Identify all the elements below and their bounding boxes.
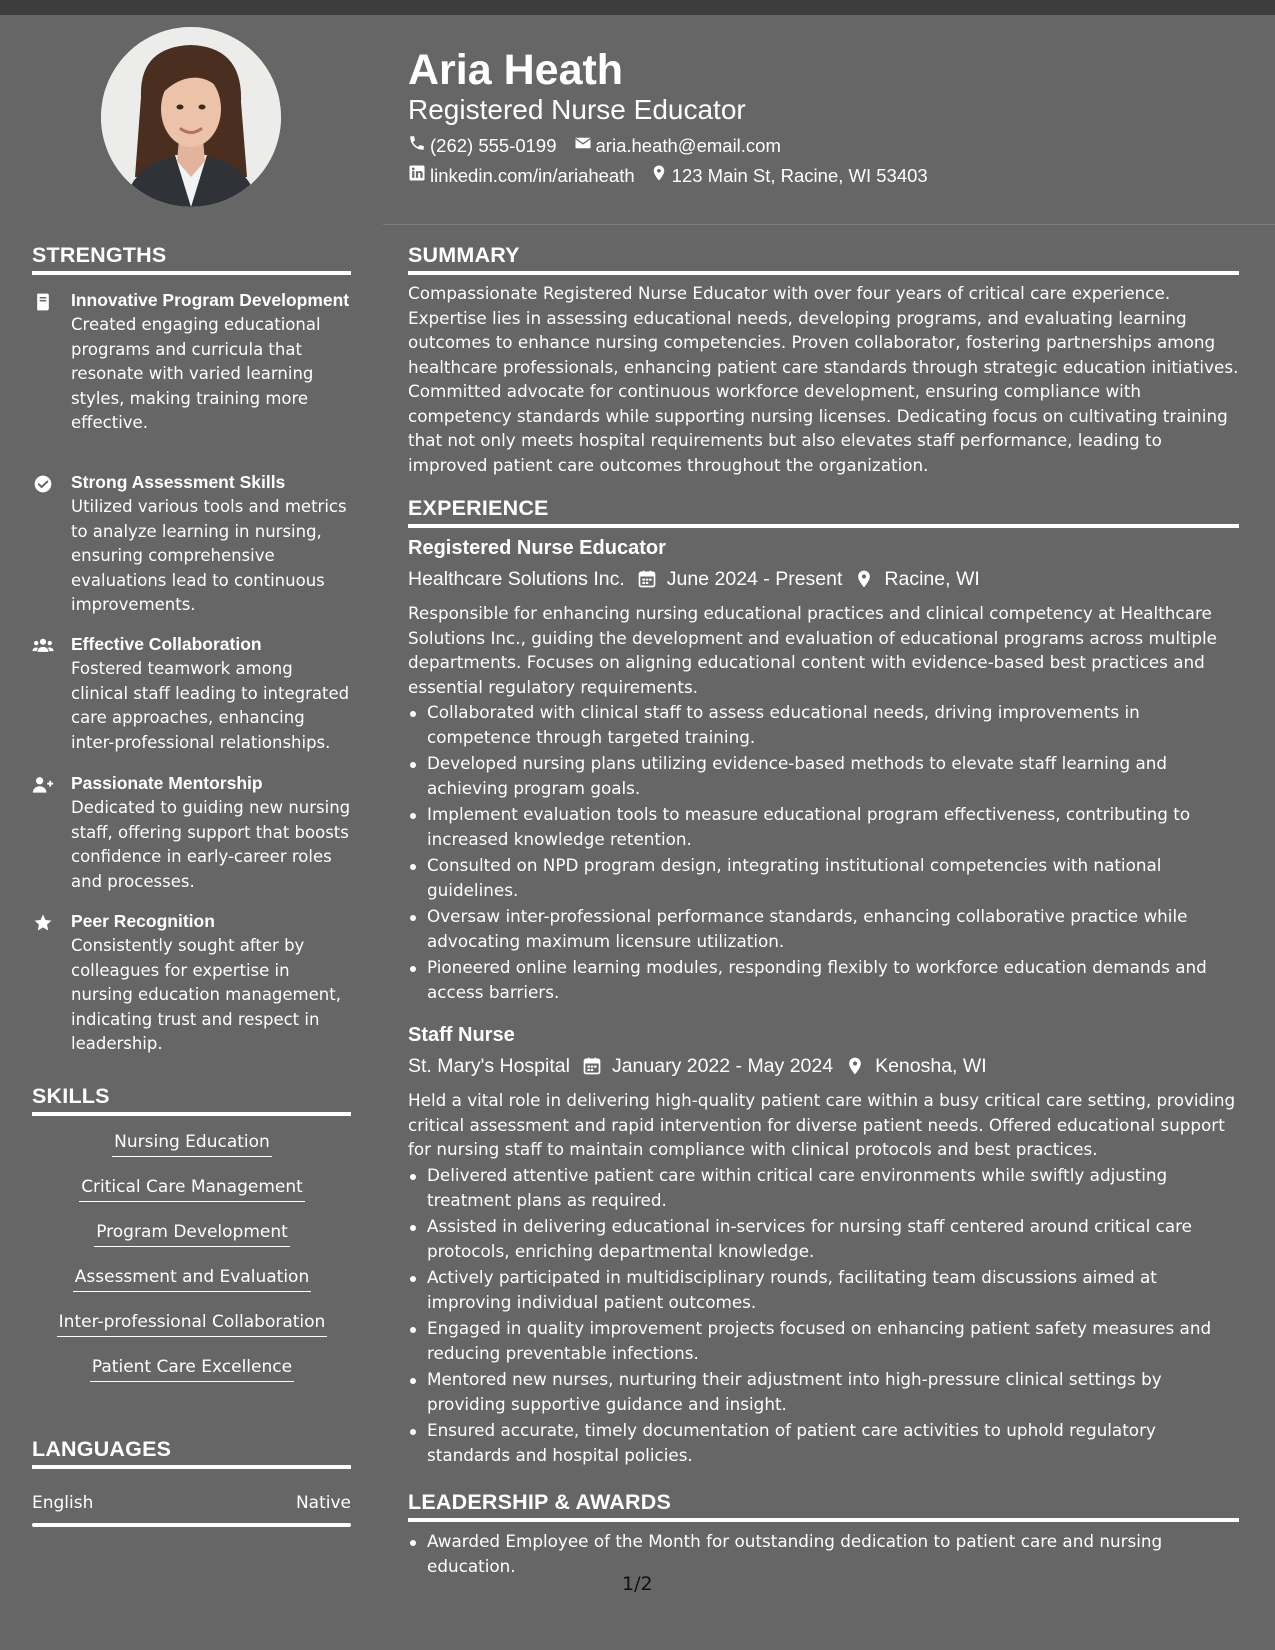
strength-title: Peer Recognition xyxy=(71,911,215,931)
users-icon xyxy=(32,636,56,656)
bullet-item: Delivered attentive patient care within critical care environments while swiftly adjusting treatment plans as required. xyxy=(408,1163,1240,1212)
linkedin-url[interactable]: linkedin.com/in/ariaheath xyxy=(430,164,635,186)
phone-number[interactable]: (262) 555-0199 xyxy=(430,134,557,156)
header-divider xyxy=(383,224,1275,225)
job-description: Held a vital role in delivering high-quality patient care within a busy critical care setting, providing critical assessment and rapid intervention for diverse patient needs. Offered educational support for nursing staff to maintain compliance with clinical protocols and best practices. xyxy=(408,1090,1236,1159)
strength-description: Utilized various tools and metrics to analyze learning in nursing, ensuring comprehensive evaluations lead to continuous improvements. xyxy=(71,497,347,614)
job-location: Racine, WI xyxy=(884,568,980,590)
skills-heading: SKILLS xyxy=(32,1084,110,1108)
bullet-item: Engaged in quality improvement projects focused on enhancing patient safety measures and reducing preventable infections. xyxy=(408,1316,1240,1365)
skill-item: Program Development xyxy=(32,1220,352,1265)
user-plus-icon xyxy=(32,775,56,795)
page-number: 1/2 xyxy=(622,1573,653,1595)
language-row xyxy=(32,1492,351,1514)
language-name: English xyxy=(32,1493,94,1513)
bullet-item: Ensured accurate, timely documentation of patient care activities to uphold regulatory standards and hospital policies. xyxy=(408,1418,1240,1467)
experience-heading: EXPERIENCE xyxy=(408,496,549,520)
contact-row-primary xyxy=(408,134,781,157)
bullet-item: Awarded Employee of the Month for outstanding dedication to patient care and nursing education. xyxy=(408,1529,1240,1578)
candidate-name: Aria Heath xyxy=(408,46,624,94)
bullet-item: Consulted on NPD program design, integrating institutional competencies with national guidelines. xyxy=(408,853,1240,902)
summary-heading: SUMMARY xyxy=(408,243,520,267)
company-name: Healthcare Solutions Inc. xyxy=(408,568,625,590)
awards-rule xyxy=(408,1518,1239,1522)
strength-item xyxy=(32,911,352,1057)
skill-item: Patient Care Excellence xyxy=(32,1355,352,1400)
job-bullets xyxy=(408,1163,1240,1469)
profile-photo xyxy=(101,27,281,207)
skill-item: Nursing Education xyxy=(32,1130,352,1175)
linkedin-contact xyxy=(408,164,635,187)
job-title-header: Registered Nurse Educator xyxy=(408,94,746,125)
calendar-icon xyxy=(625,569,667,589)
check-circle-icon xyxy=(32,474,56,494)
skills-rule xyxy=(32,1112,351,1116)
strength-title: Effective Collaboration xyxy=(71,634,262,654)
top-bar xyxy=(0,0,1275,15)
bullet-item: Pioneered online learning modules, responding flexibly to workforce education demands and access barriers. xyxy=(408,955,1240,1004)
strength-item xyxy=(32,290,352,436)
skill-item: Critical Care Management xyxy=(32,1175,352,1220)
linkedin-icon xyxy=(408,164,430,187)
bullet-item: Actively participated in multidisciplinary rounds, facilitating team discussions aimed at improving individual patient outcomes. xyxy=(408,1265,1240,1314)
awards-heading: LEADERSHIP & AWARDS xyxy=(408,1490,672,1514)
job-meta xyxy=(408,566,980,592)
strength-description: Dedicated to guiding new nursing staff, offering support that boosts confidence in early-career roles and processes. xyxy=(71,798,351,891)
experience-rule xyxy=(408,524,1239,528)
address-contact xyxy=(650,164,928,187)
bullet-item: Mentored new nurses, nurturing their adjustment into high-pressure clinical settings by providing supportive guidance and insight. xyxy=(408,1367,1240,1416)
job-title: Registered Nurse Educator xyxy=(408,537,666,559)
strength-item xyxy=(32,634,352,755)
strength-description: Consistently sought after by colleagues for expertise in nursing education management, indicating trust and respect in leadership. xyxy=(71,936,341,1053)
language-level: Native xyxy=(295,1493,351,1513)
strength-item xyxy=(32,773,352,894)
language-proficiency-bar xyxy=(32,1523,351,1527)
job-meta xyxy=(408,1053,987,1079)
address-text: 123 Main St, Racine, WI 53403 xyxy=(671,164,928,186)
job-title: Staff Nurse xyxy=(408,1024,515,1046)
calendar-icon xyxy=(570,1056,612,1076)
phone-icon xyxy=(408,134,430,157)
strength-description: Created engaging educational programs and curricula that resonate with varied learning styles, making training more effective. xyxy=(71,315,321,432)
job-dates: January 2022 - May 2024 xyxy=(611,1055,834,1077)
map-pin-icon xyxy=(650,164,672,187)
phone-contact xyxy=(408,134,557,157)
email-address[interactable]: aria.heath@email.com xyxy=(595,134,781,156)
job-description: Responsible for enhancing nursing educational practices and clinical competency at Healthcare Solutions Inc., guiding the development and evaluation of educational programs across multiple departments. Focuses on aligning educational content with evidence-based best practices and essential regulatory requirements. xyxy=(408,603,1217,697)
bullet-item: Collaborated with clinical staff to assess educational needs, driving improvements in competence through targeted training. xyxy=(408,700,1240,749)
bullet-item: Assisted in delivering educational in-services for nursing staff centered around critical care protocols, enriching departmental knowledge. xyxy=(408,1214,1240,1263)
strengths-rule xyxy=(32,271,351,275)
strength-title: Passionate Mentorship xyxy=(71,773,263,793)
skill-item: Inter-professional Collaboration xyxy=(32,1310,352,1355)
strength-title: Innovative Program Development xyxy=(71,290,350,310)
languages-heading: LANGUAGES xyxy=(32,1437,172,1461)
map-pin-icon xyxy=(833,1056,875,1076)
summary-text: Compassionate Registered Nurse Educator with over four years of critical care experience. Expertise lies in assessing educational needs, developing programs, and evaluating learning outcomes to enhance nursing competencies. Proven collaborator, fostering partnerships among healthcare professionals, enhancing patient care standards through strategic education initiatives. Committed advocate for continuous workforce development, ensuring compliance with competency standards while supporting nursing licenses. Dedicating focus on cultivating training that not only meets hospital requirements but also elevates staff performance, leading to improved patient care outcomes throughout the organization. xyxy=(408,283,1239,475)
job-dates: June 2024 - Present xyxy=(666,568,843,590)
strengths-heading: STRENGTHS xyxy=(32,243,167,267)
bullet-item: Implement evaluation tools to measure educational program effectiveness, contributing to increased knowledge retention. xyxy=(408,802,1240,851)
bullet-item: Oversaw inter-professional performance standards, enhancing collaborative practice while advocating maximum licensure utilization. xyxy=(408,904,1240,953)
strength-description: Fostered teamwork among clinical staff leading to integrated care approaches, enhancing inter-professional relationships. xyxy=(71,659,350,752)
job-bullets xyxy=(408,700,1240,1006)
bullet-item: Developed nursing plans utilizing evidence-based methods to elevate staff learning and achieving program goals. xyxy=(408,751,1240,800)
star-icon xyxy=(32,913,56,933)
strength-title: Strong Assessment Skills xyxy=(71,472,286,492)
awards-bullets xyxy=(408,1529,1240,1580)
map-pin-icon xyxy=(842,569,884,589)
skills-list xyxy=(32,1130,352,1400)
job-location: Kenosha, WI xyxy=(875,1055,987,1077)
contact-row-secondary xyxy=(408,164,928,187)
company-name: St. Mary's Hospital xyxy=(408,1055,570,1077)
email-contact xyxy=(574,134,781,157)
book-icon xyxy=(32,292,56,312)
envelope-icon xyxy=(574,134,596,157)
strength-item xyxy=(32,472,352,618)
skill-item: Assessment and Evaluation xyxy=(32,1265,352,1310)
summary-rule xyxy=(408,271,1239,275)
languages-rule xyxy=(32,1465,351,1469)
